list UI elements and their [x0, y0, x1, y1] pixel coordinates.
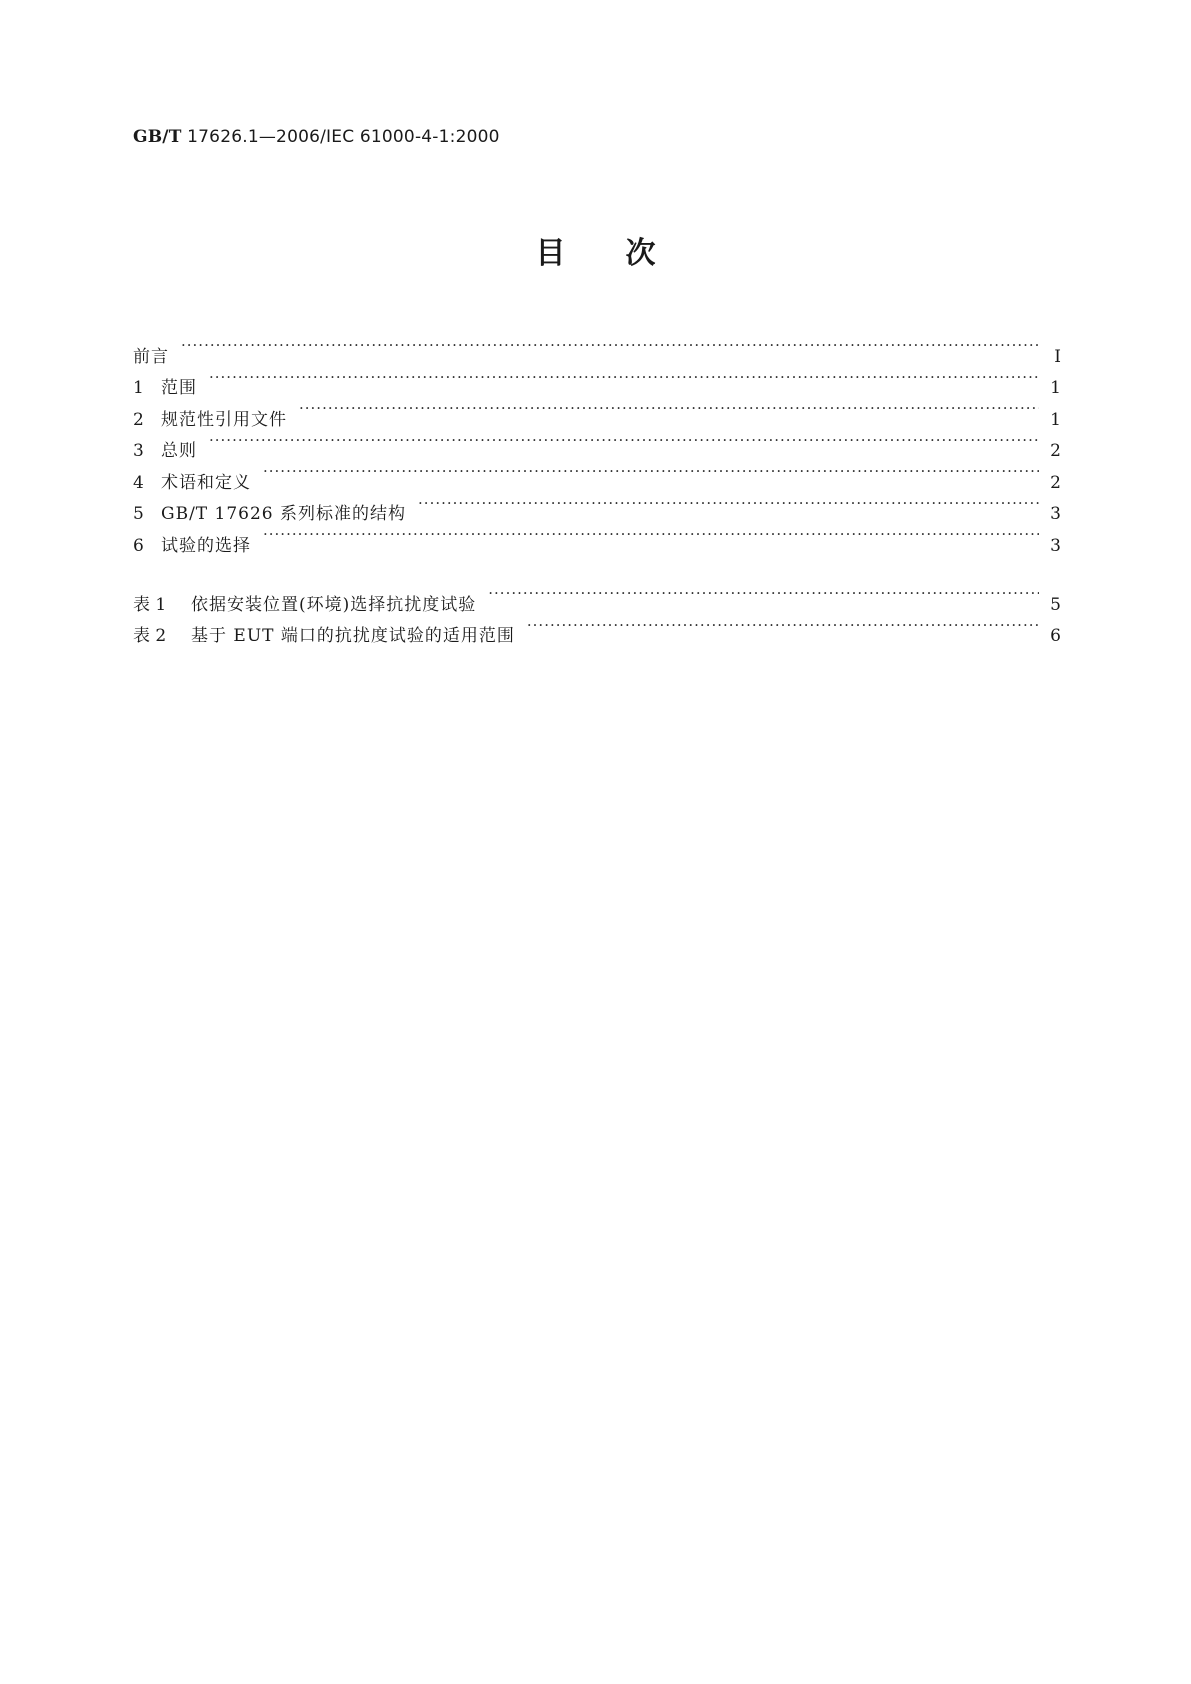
- dot-leader: [263, 456, 1039, 488]
- toc-entry-page: 6: [1050, 626, 1061, 646]
- toc-entry-label: 术语和定义: [161, 472, 251, 493]
- dot-leader: [418, 488, 1039, 520]
- toc-entry-label: 规范性引用文件: [161, 409, 287, 430]
- toc-entry-number: 1: [133, 378, 144, 398]
- toc-entry-label: 前言: [133, 346, 169, 367]
- toc-entry-4[interactable]: [133, 456, 1061, 493]
- toc-entry-page: 2: [1050, 472, 1061, 493]
- dot-leader: [299, 393, 1039, 425]
- toc-entry-number: 表 1: [133, 594, 167, 615]
- toc-entry-1[interactable]: [133, 362, 1061, 398]
- document-header: [133, 127, 500, 147]
- dot-leader: [263, 519, 1039, 551]
- toc-entry-6[interactable]: [133, 519, 1061, 556]
- toc-entry-label: 试验的选择: [161, 535, 251, 556]
- toc-entry-number: 5: [133, 504, 144, 524]
- toc-entry-page: 1: [1050, 409, 1061, 430]
- toc-sections: [133, 330, 1061, 556]
- toc-entry-number: 3: [133, 441, 144, 461]
- dot-leader: [209, 425, 1039, 457]
- toc-entry-3[interactable]: [133, 425, 1061, 461]
- standard-prefix: GB/T: [133, 127, 182, 147]
- toc-entry-label: 基于 EUT 端口的抗扰度试验的适用范围: [191, 626, 515, 646]
- toc-entry-page: 3: [1050, 504, 1061, 524]
- toc-entry-table-1[interactable]: [133, 578, 1061, 615]
- toc-entry-label: 依据安装位置(环境)选择抗扰度试验: [191, 594, 477, 615]
- toc-entry-label: 范围: [161, 378, 197, 398]
- toc-entry-number: 6: [133, 535, 144, 556]
- toc-entry-label: 总则: [161, 441, 197, 461]
- standard-year: :2000: [449, 127, 500, 147]
- toc-tables: [133, 578, 1061, 646]
- toc-entry-page: I: [1054, 346, 1061, 367]
- toc-title: 目次: [535, 236, 716, 271]
- toc-entry-page: 2: [1050, 441, 1061, 461]
- toc-entry-label: GB/T 17626 系列标准的结构: [161, 504, 407, 524]
- dot-leader: [181, 330, 1039, 362]
- toc-entry-number: 2: [133, 409, 144, 430]
- toc-entry-2[interactable]: [133, 393, 1061, 430]
- dot-leader: [527, 610, 1039, 642]
- toc-entry-number: 4: [133, 472, 144, 493]
- toc-entry-number: 表 2: [133, 626, 167, 646]
- toc-entry-5[interactable]: [133, 488, 1061, 524]
- toc-entry-page: 3: [1050, 535, 1061, 556]
- dot-leader: [488, 578, 1039, 610]
- toc-entry-page: 5: [1050, 594, 1061, 615]
- standard-number: 17626.1—2006/IEC 61000-4-1: [181, 127, 450, 147]
- toc-entry-page: 1: [1050, 378, 1061, 398]
- dot-leader: [209, 362, 1039, 394]
- toc-entry-foreword[interactable]: [133, 330, 1061, 367]
